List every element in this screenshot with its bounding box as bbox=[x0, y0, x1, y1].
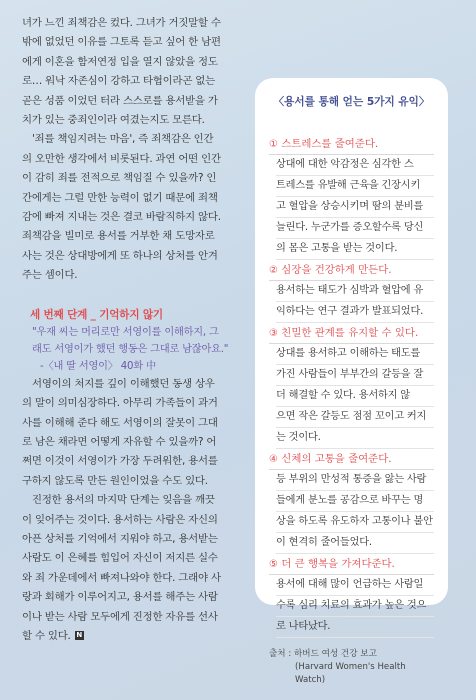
text-line: 에게 이혼을 함저연정 입을 열지 않았을 정도 bbox=[22, 55, 218, 68]
tip-line: 으면 작은 갈등도 점점 꼬이고 커지 bbox=[276, 407, 434, 428]
tip-body bbox=[269, 281, 434, 323]
text-line bbox=[22, 627, 246, 646]
tip-line: 용서에 대해 많이 언급하는 사람일 bbox=[276, 575, 434, 596]
text-line: 쩌면 이것이 서영이가 가장 두려워한, 용서를 bbox=[22, 455, 218, 468]
tip-line: 익하다는 연구 결과가 발표되었다. bbox=[276, 302, 434, 323]
text-line: 이 잊어주는 것이다. 용서하는 사람은 자신의 bbox=[22, 513, 218, 526]
text-line: 치가 있는 중죄인이라 여겼는지도 모른다. bbox=[22, 114, 205, 127]
tip-body bbox=[269, 575, 434, 638]
text-line: 진정한 용서의 마지막 단계는 잊음을 깨끗 bbox=[32, 494, 215, 507]
quote-source: -〈내 딸 서영이〉 40화 中 bbox=[40, 360, 157, 372]
text-line: '죄를 책임지려는 마음', 즉 죄책감은 인간 bbox=[32, 133, 214, 146]
tip-heading-text: 친밀한 관계를 유지할 수 있다. bbox=[281, 327, 419, 339]
tip-item bbox=[269, 325, 434, 449]
tip-heading-text: 스트레스를 줄여준다. bbox=[281, 138, 379, 150]
section-title: 세 번째 단계 _ 기억하지 않기 bbox=[30, 308, 163, 321]
tip-heading bbox=[269, 556, 434, 575]
tip-number: ⑤ bbox=[269, 559, 278, 570]
text-line: 감에 빠져 지내는 것은 결코 바람직하지 않다. bbox=[22, 211, 221, 224]
text-line: 간에게는 그럴 만한 능력이 없기 때문에 죄책 bbox=[22, 191, 218, 204]
tip-line: 고 혈압을 상승시키며 땀의 분비를 bbox=[276, 197, 434, 218]
tip-line: 이 현격히 줄어들었다. bbox=[276, 533, 434, 554]
tip-number: ② bbox=[269, 265, 278, 276]
text-line: 사람도 이 은혜를 힘입어 자신이 저지른 실수 bbox=[22, 552, 218, 565]
tip-line: 트레스를 유발해 근육을 긴장시키 bbox=[276, 176, 434, 197]
text-line: 의 오만한 생각에서 비롯된다. 과연 어떤 인간 bbox=[22, 152, 221, 165]
tip-line: 수록 심리 치료의 효과가 높은 것으 bbox=[276, 596, 434, 617]
tip-item bbox=[269, 451, 434, 554]
tip-item bbox=[269, 556, 434, 638]
tip-line: 상대에 대한 악감정은 심각한 스 bbox=[276, 155, 434, 176]
text-line: 로 남은 채라면 어떻게 자유할 수 있을까? 어 bbox=[22, 435, 217, 448]
text-line: 이나 받는 사람 모두에게 진정한 자유를 선사 bbox=[22, 610, 218, 623]
source-label: 출처 : 하버드 여성 건강 보고 bbox=[269, 649, 377, 659]
tip-number: ① bbox=[269, 139, 278, 150]
article-column bbox=[22, 14, 246, 646]
tip-number: ④ bbox=[269, 454, 278, 465]
tip-line: 가진 사람들이 부부간의 갈등을 잘 bbox=[276, 365, 434, 386]
tip-line: 늘린다. 누군가를 증오할수록 당신 bbox=[276, 218, 434, 239]
text-line: 죄책감을 빌미로 용서를 거부한 채 도망자로 bbox=[22, 230, 215, 243]
tip-body bbox=[269, 470, 434, 554]
tip-heading bbox=[269, 325, 434, 344]
tip-item bbox=[269, 136, 434, 260]
paragraphs-after bbox=[22, 375, 246, 647]
tip-item bbox=[269, 262, 434, 323]
text-line: 와 죄 가운데에서 빠져나와야 한다. 그래야 사 bbox=[22, 571, 221, 584]
tip-line: 더 해결할 수 있다. 용서하지 않 bbox=[276, 386, 434, 407]
tip-line: 상대를 용서하고 이해하는 태도를 bbox=[276, 344, 434, 365]
tips-box bbox=[255, 78, 448, 685]
text-line: 아픈 상처를 기억에서 지워야 하고, 용서받는 bbox=[22, 532, 218, 545]
quote-line: 래도 서영이가 했던 행동은 그대로 남잖아요." bbox=[32, 343, 229, 355]
tip-line: 들에게 분노를 공감으로 바꾸는 명 bbox=[276, 491, 434, 512]
text-line: 서영이의 처지를 깊이 이해했던 동생 상우 bbox=[32, 377, 215, 390]
source-note bbox=[269, 648, 434, 687]
quote-line: "우재 씨는 머리로만 서영이를 이해하지, 그 bbox=[32, 326, 219, 338]
paragraphs-before bbox=[22, 14, 246, 286]
tip-line: 로 나타났다. bbox=[276, 617, 434, 638]
tip-heading-text: 더 큰 행복을 가져다준다. bbox=[281, 558, 395, 570]
text-line: 밖에 없었던 이유를 그토록 듣고 싶어 한 남편 bbox=[22, 36, 221, 49]
end-mark-icon: N bbox=[76, 631, 82, 640]
text-line: 의 말이 의미심장하다. 아무리 가족들이 과거 bbox=[22, 397, 218, 410]
tips-box-title: 〈용서를 통해 얻는 5가지 유익〉 bbox=[273, 96, 430, 108]
tip-line: 는 것이다. bbox=[276, 428, 434, 449]
tip-heading bbox=[269, 136, 434, 155]
tip-line: 의 몸은 고통을 받는 것이다. bbox=[276, 239, 434, 260]
text-line: 녀가 느낀 죄책감은 컸다. 그녀가 거짓말할 수 bbox=[22, 17, 221, 29]
tip-line: 용서하는 태도가 심박과 혈압에 유 bbox=[276, 281, 434, 302]
text-line: 주는 셈이다. bbox=[22, 269, 78, 282]
text-line: 사를 이해해 준다 해도 서영이의 잘못이 그대 bbox=[22, 416, 218, 429]
tip-heading-text: 심장을 건강하게 만든다. bbox=[281, 264, 392, 276]
tip-line: 상을 하도록 유도하자 고통이나 불안 bbox=[276, 512, 434, 533]
text-line-end: 할 수 있다. bbox=[22, 629, 71, 642]
tip-heading bbox=[269, 451, 434, 470]
text-line: 이 감히 죄를 전적으로 책임질 수 있을까? 인 bbox=[22, 172, 217, 185]
source-english: (Harvard Women's Health Watch) bbox=[295, 662, 406, 685]
tip-heading-text: 신체의 고통을 줄여준다. bbox=[281, 453, 392, 465]
tip-body bbox=[269, 155, 434, 260]
text-line: 구하지 않도록 만든 원인이었을 수도 있다. bbox=[22, 474, 208, 487]
tip-line: 등 부위의 만성적 통증을 앓는 사람 bbox=[276, 470, 434, 491]
text-line: 곧은 성품 이었던 터라 스스로를 용서받을 가 bbox=[22, 94, 218, 107]
tip-heading bbox=[269, 262, 434, 281]
text-line: 랑과 회해가 이루어지고, 용서를 해주는 사람 bbox=[22, 591, 218, 604]
text-line: 로… 워낙 자존심이 강하고 타협이라곤 없는 bbox=[22, 75, 215, 88]
tip-number: ③ bbox=[269, 328, 278, 339]
tip-body bbox=[269, 344, 434, 449]
text-line: 사는 것은 상대방에게 또 하나의 상처를 안겨 bbox=[22, 249, 218, 262]
